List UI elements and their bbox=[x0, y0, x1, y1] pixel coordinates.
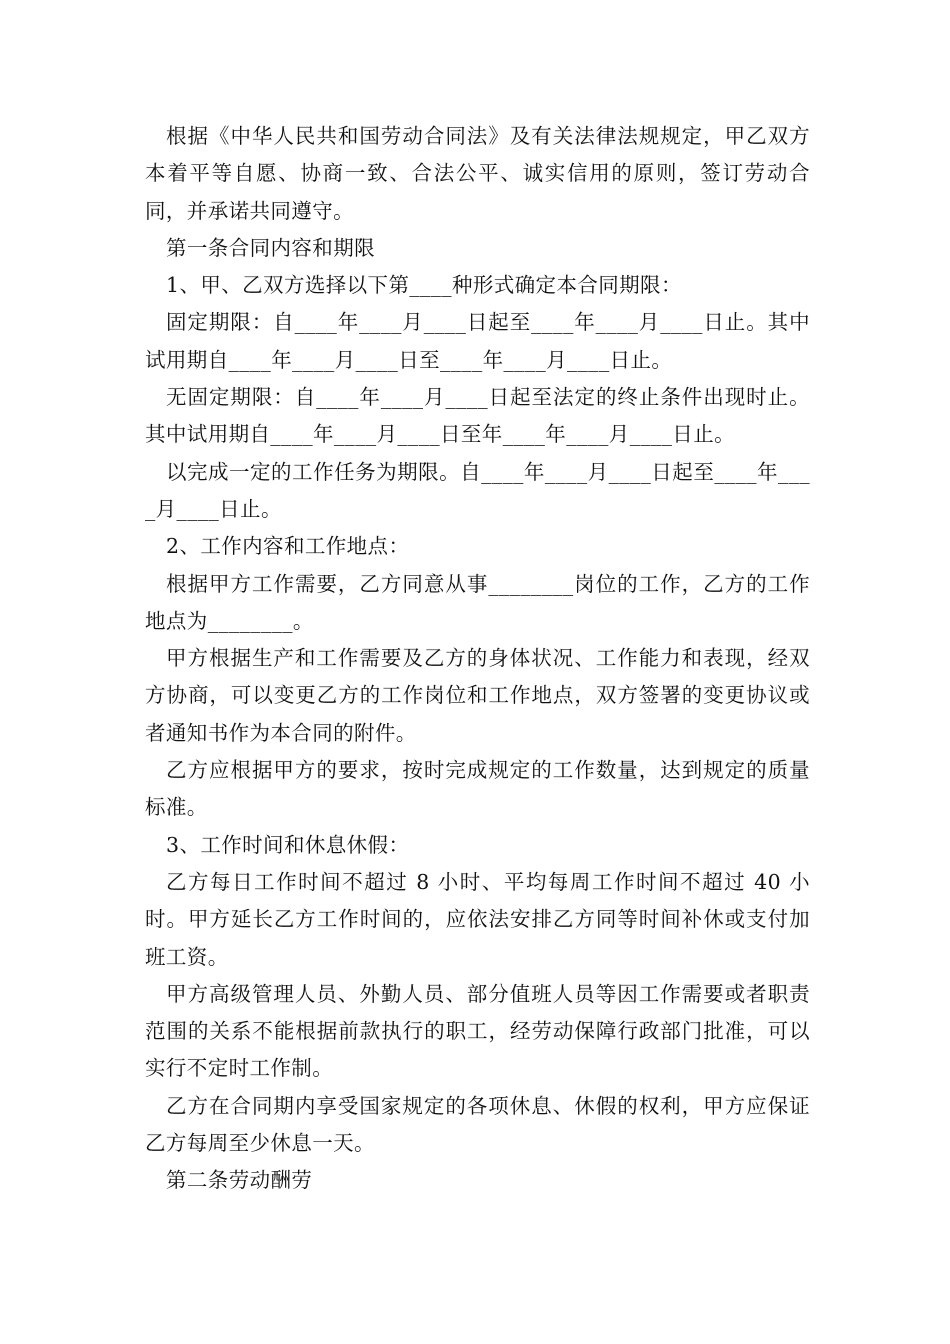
paragraph-rest-rights: 乙方在合同期内享受国家规定的各项休息、休假的权利，甲方应保证乙方每周至少休息一天。 bbox=[145, 1093, 810, 1156]
paragraph-preamble: 根据《中华人民共和国劳动合同法》及有关法律法规规定，甲乙双方本着平等自愿、协商一致、合法公平、诚实信用的原则，签订劳动合同，并承诺共同遵守。 bbox=[145, 124, 810, 223]
clause-3-working-hours: 3、工作时间和休息休假： bbox=[166, 832, 410, 857]
paragraph-position: 根据甲方工作需要，乙方同意从事________岗位的工作，乙方的工作地点为________。 bbox=[145, 571, 810, 633]
paragraph-daily-hours: 乙方每日工作时间不超过 8 小时、平均每周工作时间不超过 40 小时。甲方延长乙方工作时间的，应依法安排乙方同等时间补休或支付加班工资。 bbox=[145, 869, 810, 969]
article-1-heading: 第一条合同内容和期限 bbox=[166, 235, 375, 260]
paragraph-fixed-term: 固定期限：自____年____月____日起至____年____月____日止。其中试用期自____年____月____日至____年____月____日止。 bbox=[145, 310, 810, 372]
clause-1-term-form: 1、甲、乙双方选择以下第____种形式确定本合同期限： bbox=[166, 273, 682, 298]
document-body bbox=[145, 118, 810, 1200]
clause-2-work-content: 2、工作内容和工作地点： bbox=[166, 534, 410, 559]
paragraph-open-term: 无固定期限：自____年____月____日起至法定的终止条件出现时止。其中试用期自____年____月____日至年____年____月____日止。 bbox=[145, 385, 810, 447]
paragraph-quality-standard: 乙方应根据甲方的要求，按时完成规定的工作数量，达到规定的质量标准。 bbox=[145, 758, 810, 820]
paragraph-task-term: 以完成一定的工作任务为期限。自____年____月____日起至____年____月____日止。 bbox=[145, 459, 810, 521]
article-2-heading: 第二条劳动酬劳 bbox=[166, 1168, 313, 1193]
paragraph-flexible-hours: 甲方高级管理人员、外勤人员、部分值班人员等因工作需要或者职责范围的关系不能根据前款执行的职工，经劳动保障行政部门批准，可以实行不定时工作制。 bbox=[145, 981, 810, 1081]
paragraph-position-change: 甲方根据生产和工作需要及乙方的身体状况、工作能力和表现，经双方协商，可以变更乙方的工作岗位和工作地点，双方签署的变更协议或者通知书作为本合同的附件。 bbox=[145, 646, 810, 745]
